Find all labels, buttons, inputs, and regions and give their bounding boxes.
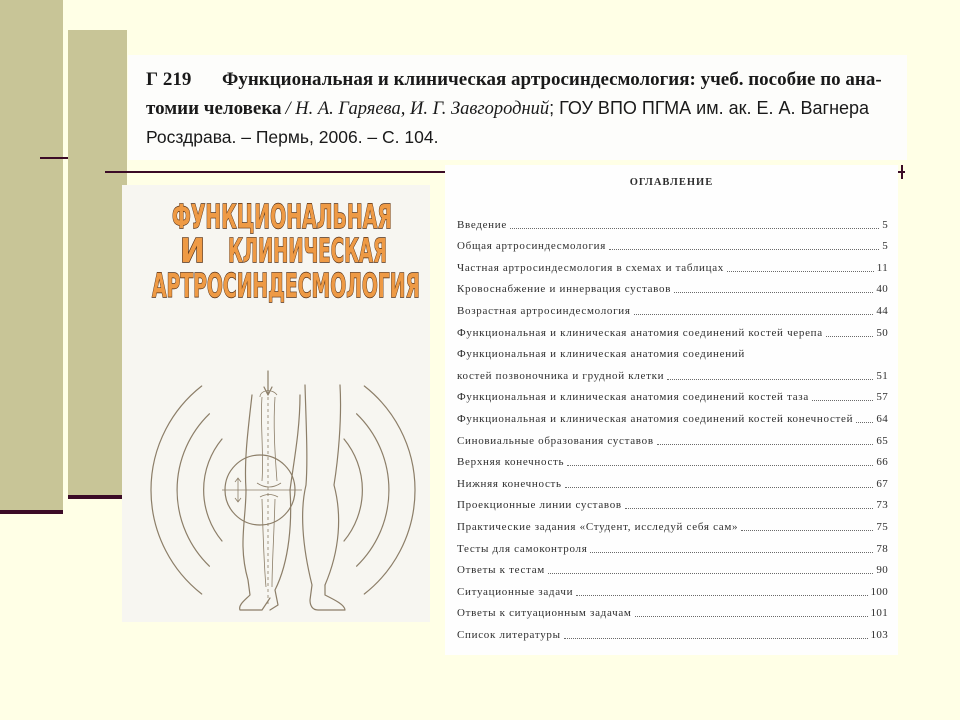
- toc-leader: [548, 573, 873, 574]
- toc-leader: [727, 271, 874, 272]
- citation-publisher: ; ГОУ ВПО ПГМА им. ак. Е. А. Вагнера: [549, 98, 870, 118]
- toc-entry-title: Тесты для самоконтроля: [457, 542, 588, 555]
- cover-title-line-1: ФУНКЦИОНАЛЬНАЯ: [172, 197, 392, 236]
- toc-entry-page: 64: [876, 412, 888, 425]
- concentric-arc-right-outer: [364, 386, 415, 594]
- citation-line-3: [146, 125, 438, 151]
- toc-entry: [457, 235, 888, 257]
- toc-heading: ОГЛАВЛЕНИЕ: [629, 177, 714, 188]
- toc-leader: [826, 336, 874, 337]
- citation-title-part1: Функциональная и клиническая артросиндесмология: учеб. пособие по ана-: [222, 69, 882, 90]
- toc-entry-page: 90: [876, 564, 888, 577]
- concentric-arc-right-middle: [357, 414, 389, 566]
- book-cover: [122, 185, 430, 622]
- toc-entry-page: 67: [876, 477, 888, 490]
- toc-entry-title: Возрастная артросиндесмология: [457, 304, 631, 317]
- toc-entry-page: 40: [876, 283, 888, 296]
- toc-entry-title: Введение: [457, 218, 507, 231]
- toc-entry: [457, 451, 888, 473]
- toc-entry-page: 51: [876, 369, 888, 382]
- toc-leader: [856, 422, 873, 423]
- toc-leader: [634, 314, 874, 315]
- cover-title-line-3: АРТРОСИНДЕСМОЛОГИЯ: [152, 266, 420, 305]
- toc-entry-title: Функциональная и клиническая анатомия соединений костей черепа: [457, 326, 823, 339]
- cover-title-line-2-left: И: [180, 231, 205, 270]
- toc-entry-title: Частная артросиндесмология в схемах и таблицах: [457, 261, 724, 274]
- toc-entry-page: 66: [876, 456, 888, 469]
- toc-entry-title: Нижняя конечность: [457, 477, 562, 490]
- toc-entry-title: Верхняя конечность: [457, 456, 565, 469]
- toc-entry: [457, 213, 888, 235]
- toc-entry-page: 101: [870, 607, 888, 620]
- concentric-arc-left-outer: [151, 386, 202, 594]
- toc-entry-page: 44: [876, 304, 888, 317]
- toc-entry: [457, 278, 888, 300]
- toc-entry-continuation: [457, 364, 888, 386]
- toc-entry: [457, 321, 888, 343]
- leg-side-outline-front: [325, 385, 341, 585]
- toc-entry-title: Функциональная и клиническая анатомия соединений костей конечностей: [457, 412, 854, 425]
- bibliographic-citation: [128, 55, 907, 160]
- toc-leader: [812, 400, 873, 401]
- toc-entry: [457, 407, 888, 429]
- toc-entry-page: 57: [876, 391, 888, 404]
- toc-entry: [457, 602, 888, 624]
- toc-entry-page: 78: [876, 542, 888, 555]
- citation-line-1: [146, 68, 882, 93]
- tibia-bone: [262, 499, 275, 587]
- citation-authors: / Н. А. Гаряева, И. Г. Завгородний: [285, 99, 550, 119]
- toc-list: [457, 213, 888, 645]
- toc-entry-title: Кровоснабжение и иннервация суставов: [457, 283, 672, 296]
- toc-leader: [625, 508, 874, 509]
- toc-entry-page: 50: [876, 326, 888, 339]
- toc-leader: [635, 616, 868, 617]
- toc-entry-title: Список литературы: [457, 628, 561, 641]
- toc-entry: [457, 580, 888, 602]
- toc-entry-page: 103: [870, 628, 888, 641]
- toc-leader: [657, 444, 874, 445]
- citation-line-2: [146, 96, 869, 122]
- toc-entry-title: Ответы к тестам: [457, 564, 545, 577]
- toc-entry-page: 75: [876, 520, 888, 533]
- left-decor-bar-inner: [68, 30, 127, 496]
- toc-entry: [457, 299, 888, 321]
- toc-leader: [741, 530, 873, 531]
- decor-tick-line: [40, 157, 68, 159]
- toc-entry: [457, 494, 888, 516]
- concentric-arc-right-inner: [344, 439, 362, 541]
- toc-entry-title: Практические задания «Студент, исследуй себя сам»: [457, 520, 739, 533]
- toc-entry: [457, 429, 888, 451]
- book-cover-art: [122, 185, 430, 622]
- concentric-arc-left-inner: [204, 439, 222, 541]
- toc-leader: [567, 465, 873, 466]
- toc-leader: [564, 638, 868, 639]
- toc-leader: [510, 228, 879, 229]
- toc-entry: [457, 559, 888, 581]
- toc-entry-page: 65: [876, 434, 888, 447]
- toc-entry-title-cont: костей позвоночника и грудной клетки: [457, 369, 665, 382]
- toc-entry-title: Синовиальные образования суставов: [457, 434, 654, 447]
- title-divider-rule-end: [901, 165, 903, 179]
- toc-entry: [457, 472, 888, 494]
- toc-leader: [674, 292, 873, 293]
- cover-title-line-2-right: КЛИНИЧЕСКАЯ: [228, 231, 387, 270]
- concentric-arc-left-middle: [177, 414, 209, 566]
- toc-entry-title: Функциональная и клиническая анатомия соединений: [457, 348, 745, 361]
- citation-title-part2: томии человека: [146, 98, 282, 119]
- toc-entry-title: Общая артросиндесмология: [457, 240, 607, 253]
- toc-entry-page: 100: [870, 585, 888, 598]
- toc-entry-title: Функциональная и клиническая анатомия соединений костей таза: [457, 391, 809, 404]
- toc-entry-page: 5: [882, 218, 888, 231]
- toc-leader: [667, 379, 873, 380]
- leg-side-outline-back: [303, 385, 345, 610]
- toc-entry-page: 73: [876, 499, 888, 512]
- toc-entry: [457, 537, 888, 559]
- toc-entry-title: Ответы к ситуационным задачам: [457, 607, 632, 620]
- toc-entry-title: Ситуационные задачи: [457, 585, 574, 598]
- toc-entry-title: Проекционные линии суставов: [457, 499, 622, 512]
- toc-entry: [457, 515, 888, 537]
- toc-leader: [590, 552, 873, 553]
- toc-entry-page: 5: [882, 240, 888, 253]
- toc-leader: [565, 487, 874, 488]
- left-decor-bar-outer: [0, 0, 63, 510]
- femur-bone: [261, 397, 277, 481]
- toc-leader: [576, 595, 867, 596]
- left-decor-bar-outer-underline: [0, 510, 63, 514]
- citation-code: Г 219: [146, 69, 192, 90]
- left-decor-bar-inner-underline: [68, 495, 127, 499]
- toc-entry: [457, 256, 888, 278]
- toc-entry: [457, 386, 888, 408]
- toc-leader: [609, 249, 879, 250]
- table-of-contents: [445, 165, 898, 655]
- toc-entry-page: 11: [876, 261, 888, 274]
- toc-entry-first-line: [457, 343, 888, 365]
- citation-place-year: Росздрава. – Пермь, 2006. – С. 104.: [146, 127, 439, 147]
- toc-entry: [457, 623, 888, 645]
